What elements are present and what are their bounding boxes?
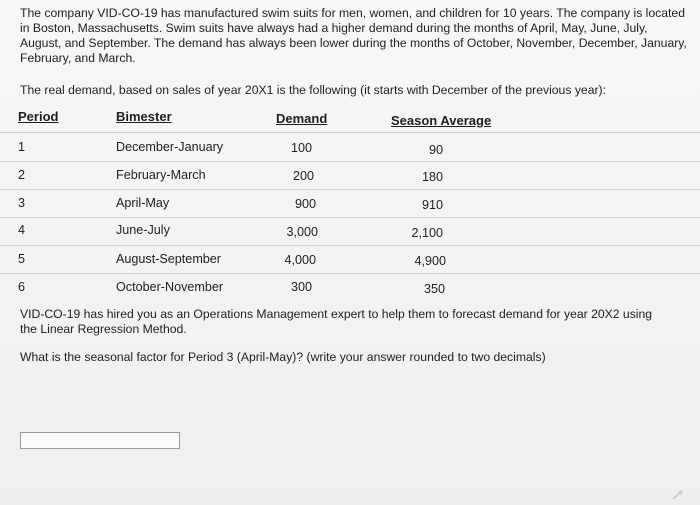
cell-season-average: 2,100 — [411, 226, 443, 240]
question-text: What is the seasonal factor for Period 3 (April-May)? (write your answer rounded to two decimals) — [20, 350, 546, 364]
cell-demand: 900 — [294, 197, 316, 211]
cell-demand: 200 — [292, 169, 314, 183]
cell-period: 4 — [18, 223, 26, 237]
cell-bimester: April-May — [116, 196, 170, 210]
cell-season-average: 4,900 — [414, 254, 446, 268]
cell-bimester: December-January — [116, 140, 224, 154]
cell-bimester: August-September — [116, 252, 222, 266]
cell-period: 6 — [18, 280, 26, 294]
intro-paragraph: The company VID-CO-19 has manufactured swim suits for men, women, and children for 10 years. The company is located in Boston, Massachusetts. Swim suits have always had a higher demand during the months of April, May, June, July, August, and September. The demand has always been lower during the months of October, November, December, January, February, and March. — [20, 6, 687, 65]
cell-season-average: 180 — [421, 170, 443, 184]
header-period: Period — [18, 109, 59, 124]
cell-season-average: 350 — [423, 282, 445, 296]
row-divider — [0, 245, 700, 246]
cell-bimester: June-July — [116, 223, 170, 237]
row-divider — [0, 189, 700, 190]
pencil-icon — [672, 490, 684, 500]
header-demand: Demand — [276, 111, 328, 126]
answer-input[interactable] — [20, 432, 180, 449]
cell-period: 1 — [18, 140, 26, 154]
row-divider — [0, 273, 700, 274]
cell-demand: 100 — [290, 141, 312, 155]
cell-bimester: October-November — [116, 280, 224, 294]
lead-sentence: The real demand, based on sales of year 20X1 is the following (it starts with December of the previous year): — [20, 83, 606, 97]
row-divider — [0, 161, 700, 162]
context-paragraph: VID-CO-19 has hired you as an Operations Management expert to help them to forecast demand for year 20X2 using the Linear Regression Method. — [20, 307, 653, 336]
cell-period: 3 — [18, 196, 26, 210]
row-divider — [0, 217, 700, 218]
cell-period: 5 — [18, 252, 26, 266]
cell-demand: 3,000 — [286, 225, 318, 239]
header-bimester: Bimester — [116, 109, 172, 124]
cell-demand: 4,000 — [284, 253, 316, 267]
cell-period: 2 — [18, 168, 26, 182]
cell-season-average: 910 — [421, 198, 443, 212]
cell-demand: 300 — [290, 280, 312, 294]
cell-bimester: February-March — [116, 168, 206, 182]
row-divider — [0, 132, 700, 133]
header-season-average: Season Average — [391, 113, 492, 128]
cell-season-average: 90 — [428, 143, 443, 157]
